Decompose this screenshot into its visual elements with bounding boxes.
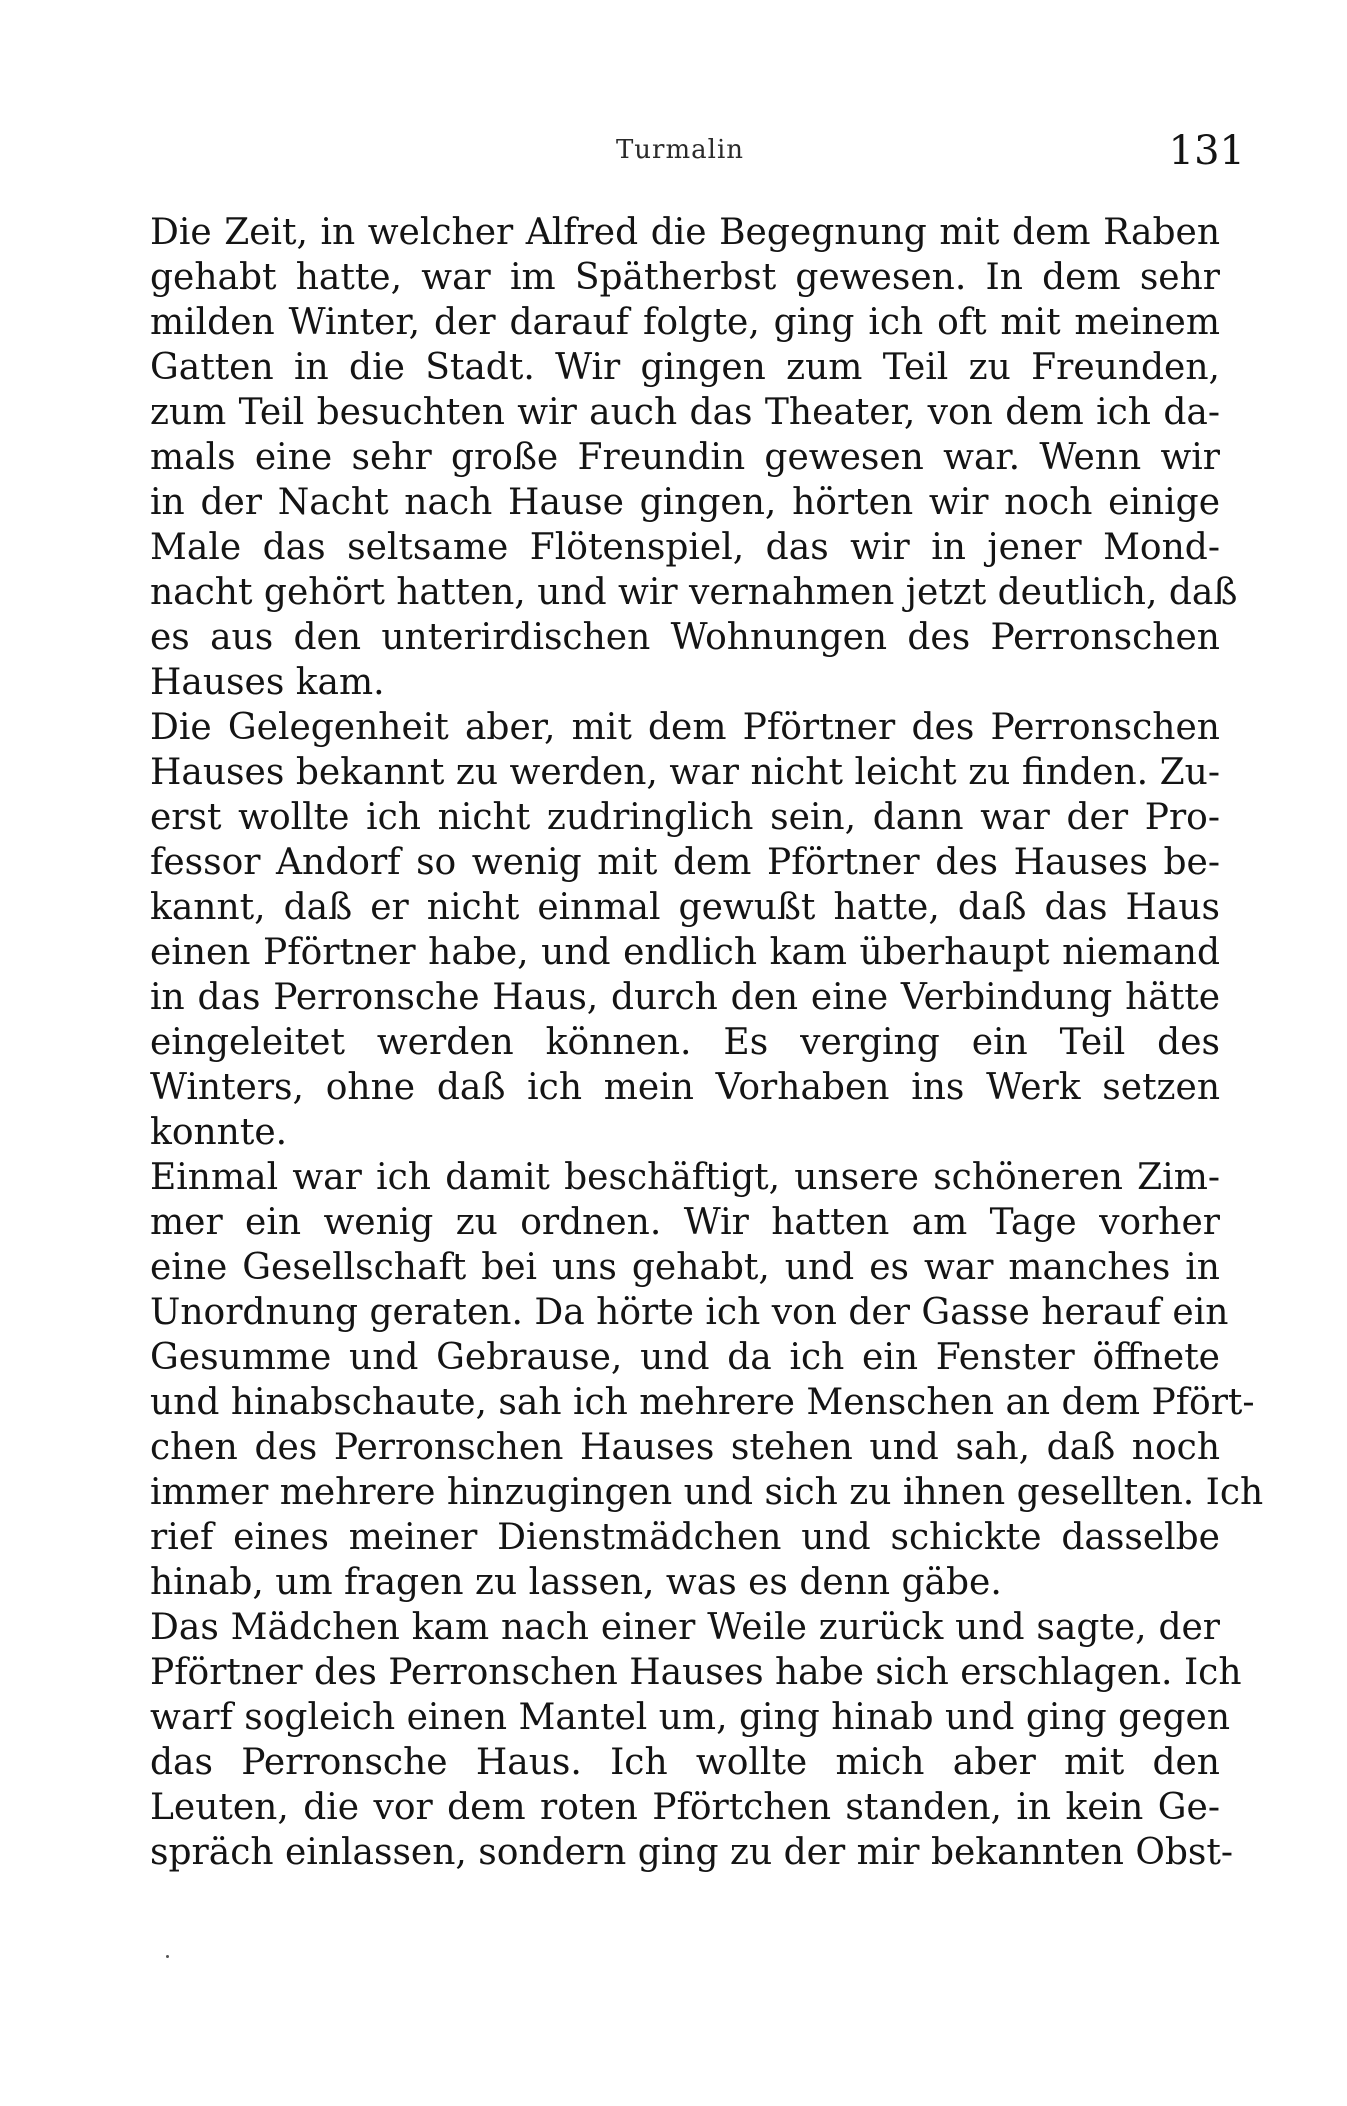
text-line: hinab, um fragen zu lassen, was es denn gäbe. [150,1562,1002,1603]
text-line: Unordnung geraten. Da hörte ich von der Gasse herauf ein [150,1292,1229,1333]
text-line: erst wollte ich nicht zudringlich sein, dann war der Pro- [150,797,1220,838]
text-line: nacht gehört hatten, und wir vernahmen jetzt deutlich, daß [150,572,1238,613]
running-title: Turmalin [615,135,745,165]
text-line: spräch einlassen, sondern ging zu der mir bekannten Obst- [150,1832,1234,1873]
paragraph-2 [150,705,1220,1155]
text-line: einen Pförtner habe, und endlich kam überhaupt niemand [150,932,1220,973]
text-line: eine Gesellschaft bei uns gehabt, und es war manches in [150,1247,1220,1288]
text-line: milden Winter, der darauf folgte, ging ich oft mit meinem [150,302,1220,343]
text-line: und hinabschaute, sah ich mehrere Menschen an dem Pfört- [150,1382,1255,1423]
text-line: Hauses bekannt zu werden, war nicht leicht zu finden. Zu- [150,752,1220,793]
text-line: chen des Perronschen Hauses stehen und sah, daß noch [150,1427,1220,1468]
text-line: gehabt hatte, war im Spätherbst gewesen. In dem sehr [150,257,1220,298]
text-line: in das Perronsche Haus, durch den eine Verbindung hätte [150,977,1220,1018]
text-line: Leuten, die vor dem roten Pförtchen standen, in kein Ge- [150,1787,1220,1828]
paper-speck [166,1955,169,1958]
text-line: Winters, ohne daß ich mein Vorhaben ins Werk setzen [150,1067,1220,1108]
paragraph-4 [150,1605,1242,1875]
text-line: eingeleitet werden können. Es verging ein Teil des [150,1022,1220,1063]
body-text [150,210,1264,1875]
text-line: Gesumme und Gebrause, und da ich ein Fenster öffnete [150,1337,1220,1378]
text-line: kannt, daß er nicht einmal gewußt hatte, daß das Haus [150,887,1220,928]
text-line: in der Nacht nach Hause gingen, hörten wir noch einige [150,482,1220,523]
text-line: Einmal war ich damit beschäftigt, unsere schöneren Zim- [150,1157,1220,1198]
text-line: immer mehrere hinzugingen und sich zu ihnen gesellten. Ich [150,1472,1264,1513]
paragraph-1 [150,210,1238,705]
paragraph-3 [150,1155,1264,1605]
page-number: 131 [1168,128,1245,174]
text-line: Die Gelegenheit aber, mit dem Pförtner des Perronschen [150,707,1220,748]
text-line: Male das seltsame Flötenspiel, das wir in jener Mond- [150,527,1220,568]
text-line: mals eine sehr große Freundin gewesen war. Wenn wir [150,437,1220,478]
text-line: rief eines meiner Dienstmädchen und schickte dasselbe [150,1517,1220,1558]
text-line: Die Zeit, in welcher Alfred die Begegnung mit dem Raben [150,212,1220,253]
text-line: warf sogleich einen Mantel um, ging hinab und ging gegen [150,1697,1230,1738]
text-line: mer ein wenig zu ordnen. Wir hatten am Tage vorher [150,1202,1220,1243]
text-line: fessor Andorf so wenig mit dem Pförtner des Hauses be- [150,842,1220,883]
text-line: zum Teil besuchten wir auch das Theater, von dem ich da- [150,392,1220,433]
text-line: das Perronsche Haus. Ich wollte mich aber mit den [150,1742,1220,1783]
text-line: Hauses kam. [150,662,385,703]
text-line: es aus den unterirdischen Wohnungen des Perronschen [150,617,1220,658]
text-line: Das Mädchen kam nach einer Weile zurück und sagte, der [150,1607,1220,1648]
text-line: Pförtner des Perronschen Hauses habe sich erschlagen. Ich [150,1652,1242,1693]
text-line: Gatten in die Stadt. Wir gingen zum Teil zu Freunden, [150,347,1220,388]
text-line: konnte. [150,1112,288,1153]
